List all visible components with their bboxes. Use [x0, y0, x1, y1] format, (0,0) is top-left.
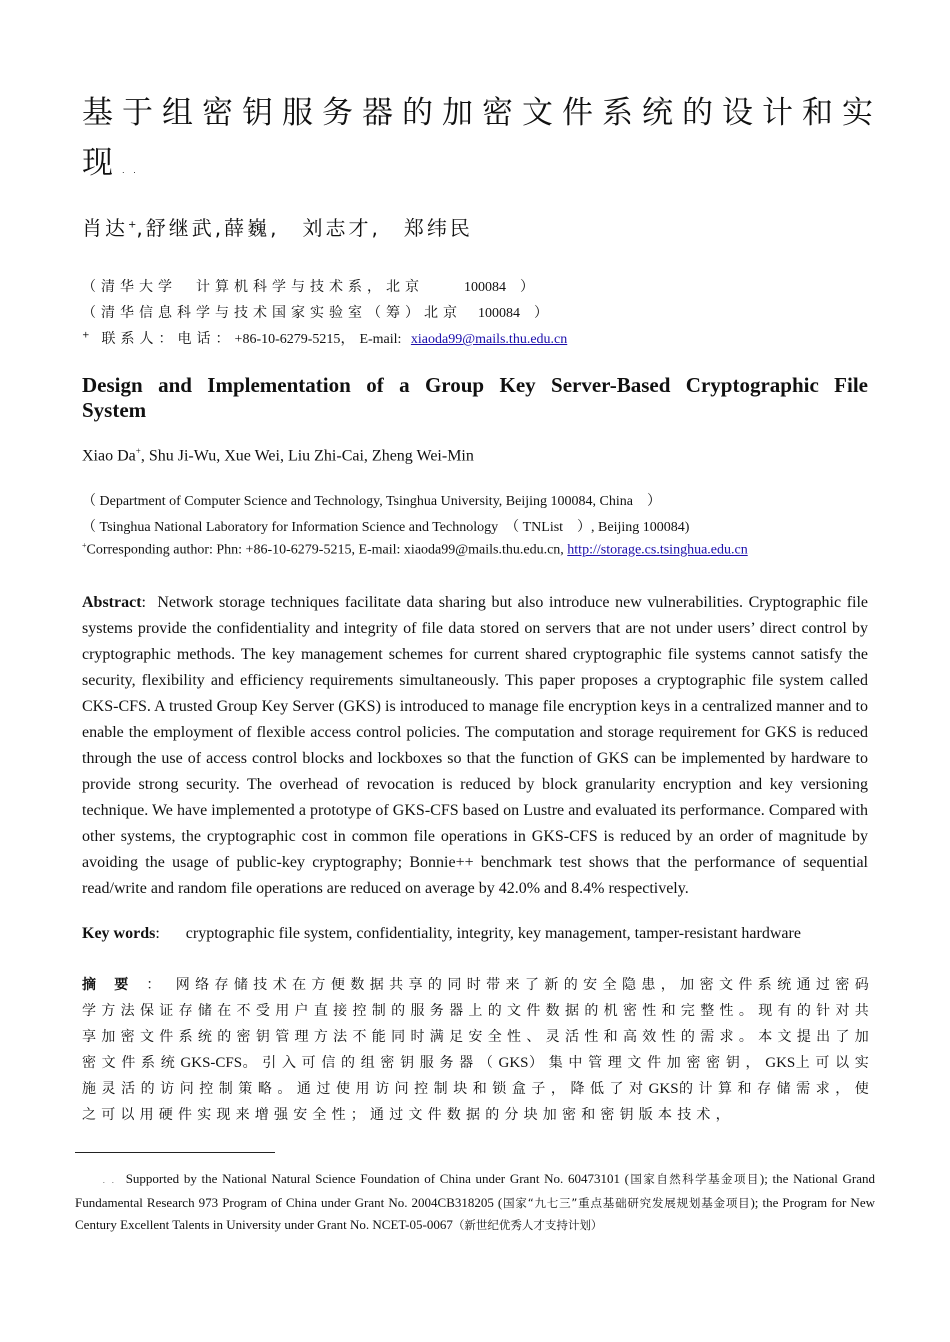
english-contact-text: Corresponding author: Phn: +86-10-6279-5215, E-mail: xiaoda99@mails.thu.edu.cn,: [86, 542, 568, 558]
affiliation-text: （清华大学 计算机科学与技术系，北京: [82, 279, 424, 295]
keywords-colon: :: [155, 925, 160, 942]
affiliation-text: （清华信息科学与技术国家实验室（筹）北京: [82, 305, 462, 321]
chinese-abstract: [82, 972, 874, 1128]
english-author-first: Xiao Da: [82, 447, 136, 465]
chinese-abstract-text: 网络存储技术在方便数据共享的同时带来了新的安全隐患，加密文件系统通过密码学方法保证存储在不受用户直接控制的服务器上的文件数据的机密性和完整性。现有的针对共享加密文件系统的密钥管理方法不能同时满足安全性、灵活性和高效性的需求。本文提出了加密文件系统: [82, 977, 875, 1071]
chinese-author-first: 肖达: [82, 216, 128, 240]
english-title-line2: System: [82, 398, 147, 422]
contact-separator: ，: [340, 331, 360, 347]
chinese-abstract-term: GKS: [765, 1055, 796, 1071]
footnote-cn-text: （新世纪优秀人才支持计划）: [452, 1218, 603, 1232]
chinese-abstract-label: 摘要: [82, 977, 147, 993]
chinese-abstract-term: GKS-CFS: [180, 1055, 243, 1071]
footnote-divider: [75, 1152, 275, 1153]
english-contact: [82, 541, 748, 559]
english-keywords: [82, 925, 801, 943]
english-affiliation-2: （ Tsinghua National Laboratory for Information Science and Technology （ TNList ）, Beijing 100084): [82, 520, 690, 535]
chinese-author-rest: ,舒继武,薛巍, 刘志才, 郑纬民: [136, 216, 473, 240]
affiliation-postcode: 100084: [478, 306, 520, 321]
chinese-contact: [82, 328, 567, 348]
chinese-abstract-colon: ：: [146, 977, 166, 993]
chinese-authors: [82, 212, 473, 241]
english-authors: [82, 446, 474, 465]
corresponding-marker: +: [82, 330, 90, 341]
contact-email-label: E-mail:: [359, 332, 402, 347]
english-title-line1: Design and Implementation of a Group Key Server-Based Cryptographic File: [82, 373, 868, 397]
footnote-cn-text: 国家自然科学基金项目: [628, 1172, 760, 1186]
footnote-marker: . .: [122, 166, 139, 175]
footnote-text: Supported by the National Natural Science Foundation of China under Grant No. 60473101 (: [125, 1171, 629, 1186]
english-abstract: [82, 590, 868, 902]
chinese-abstract-text: ）集中管理文件加密密钥，: [528, 1055, 766, 1071]
keywords-label: Key words: [82, 925, 156, 942]
contact-email-link[interactable]: xiaoda99@mails.thu.edu.cn: [410, 332, 568, 347]
corresponding-marker: +: [128, 219, 137, 231]
affiliation-postcode: 100084: [464, 280, 506, 295]
keywords-text: cryptographic file system, confidentiality, integrity, key management, tamper-resistant hardware: [185, 925, 801, 942]
english-author-rest: , Shu Ji-Wu, Xue Wei, Liu Zhi-Cai, Zheng Wei-Min: [140, 447, 474, 465]
abstract-label: Abstract: [82, 594, 142, 611]
chinese-abstract-term: GKS: [648, 1081, 679, 1097]
affiliation-close: ）: [520, 279, 539, 295]
chinese-abstract-text: 的计算和存储需求，使之可以用硬件实现来增强安全性；通过文件数据的分块加密和密钥版本技术，: [82, 1081, 874, 1123]
contact-label: 联系人：电话：: [101, 331, 235, 347]
chinese-affiliation-2: [82, 302, 553, 322]
lab-website-link[interactable]: http://storage.cs.tsinghua.edu.cn: [567, 542, 748, 558]
footnote-marker: . .: [103, 1177, 116, 1185]
chinese-abstract-term: GKS: [498, 1055, 529, 1071]
corresponding-marker: +: [135, 446, 141, 456]
affiliation-close: ）: [534, 305, 553, 321]
chinese-abstract-text: 。引入可信的组密钥服务器（: [242, 1055, 499, 1071]
english-affiliation-1: （ Department of Computer Science and Technology, Tsinghua University, Beijing 100084, China ）: [82, 494, 661, 509]
contact-phone: +86-10-6279-5215: [234, 332, 341, 347]
abstract-text: Network storage techniques facilitate data sharing but also introduce new vulnerabilities. Cryptographic file systems provide the confidentiality and integrity of file data stored on servers that are not under users’ direct control by cryptographic methods. The key management schemes for current shared cryptographic file systems cannot satisfy the security, flexibility and efficiency requirements simultaneously. This paper proposes a cryptographic file system called CKS-CFS. A trusted Group Key Server (GKS) is introduced to manage file encryption keys in a centralized manner and to enable the employment of flexible access control policies. The computation and storage requirement for GKS is reduced through the use of access control blocks and lockboxes so that the function of GKS can be implemented by hardware to provide strong security. The overhead of revocation is reduced by block granularity encryption and key versioning technique. We have implemented a prototype of GKS-CFS based on Lustre and evaluated its performance. Compared with other systems, the cryptographic cost in common file operations in GKS-CFS is reduced by an order of magnitude by avoiding the usage of public-key cryptography; Bonnie++ benchmark test shows that the performance of sequential read/write and random file operations are reduced on average by 42.0% and 8.4% respectively.: [82, 594, 869, 897]
footnote-text: ); the Program for New Century Excellent Talents in University under Grant No. NCET-05-0067: [75, 1195, 875, 1232]
chinese-title: [82, 88, 882, 196]
chinese-abstract-text: 上可以实施灵活的访问控制策略。通过使用访问控制块和锁盒子，降低了对: [82, 1055, 874, 1097]
abstract-colon: :: [141, 594, 146, 611]
footnote-cn-text: 国家“九七三”重点基础研究发展规划基金项目: [502, 1196, 751, 1210]
corresponding-marker: +: [82, 541, 87, 550]
chinese-affiliation-1: [82, 276, 539, 296]
footnote-text: ); the National Grand Fundamental Research 973 Program of China under Grant No. 2004CB318205 (: [75, 1171, 876, 1210]
chinese-title-text: 基于组密钥服务器的加密文件系统的设计和实现: [82, 95, 882, 181]
funding-footnote: [75, 1168, 875, 1236]
english-title: [82, 373, 868, 423]
